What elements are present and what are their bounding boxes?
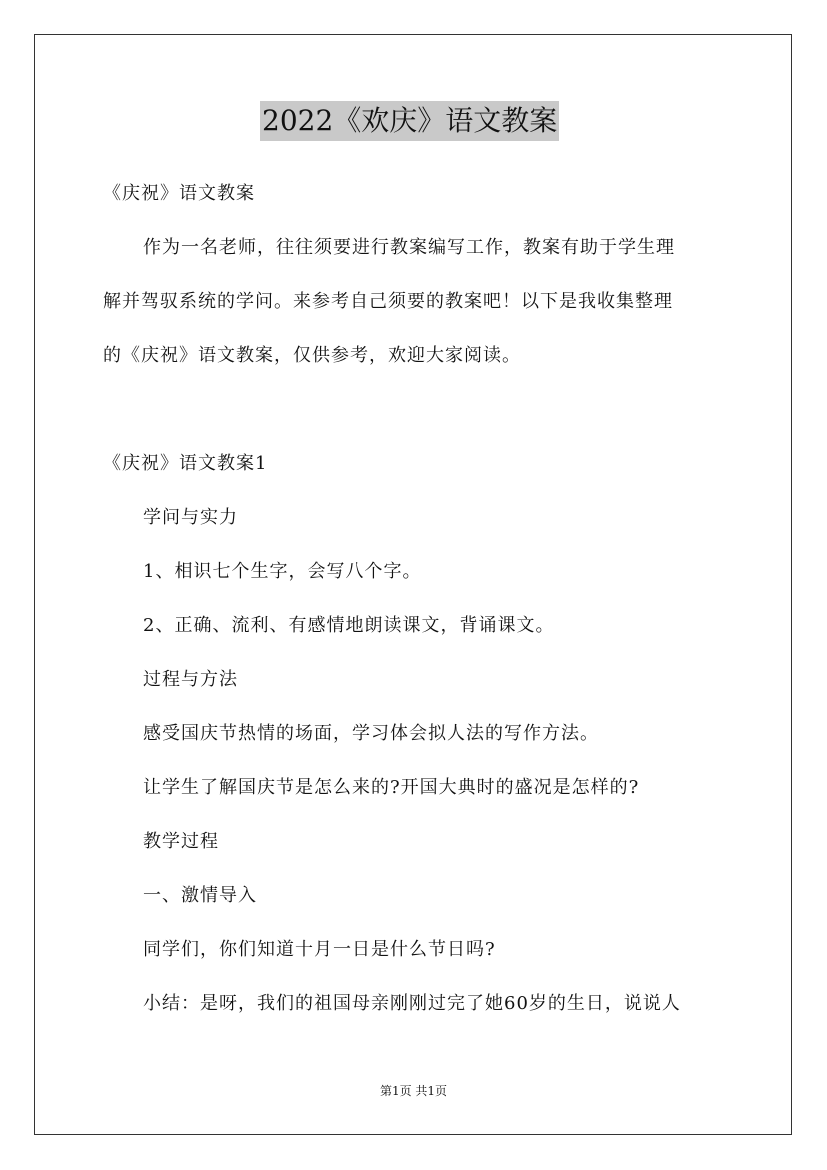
section-heading: 《庆祝》语文教案1 (103, 453, 268, 474)
subheading-knowledge: 学问与实力 (143, 507, 238, 528)
intro-paragraph-line-2: 解并驾驭系统的学问。来参考自己须要的教案吧！以下是我收集整理 (103, 291, 673, 312)
subheading-teaching-process: 教学过程 (143, 831, 219, 852)
process-question: 让学生了解国庆节是怎么来的?开国大典时的盛况是怎样的? (143, 777, 640, 798)
process-text: 感受国庆节热情的场面，学习体会拟人法的写作方法。 (143, 723, 599, 744)
goal-item-1: 1、相识七个生字，会写八个字。 (143, 561, 422, 582)
step-summary: 小结：是呀，我们的祖国母亲刚刚过完了她60岁的生日，说说人 (143, 993, 681, 1014)
intro-paragraph-line-1: 作为一名老师，往往须要进行教案编写工作，教案有助于学生理 (143, 237, 675, 258)
step-question: 同学们，你们知道十月一日是什么节日吗? (143, 939, 496, 960)
goal-item-2: 2、正确、流利、有感情地朗读课文，背诵课文。 (143, 615, 555, 636)
page-footer: 第1页 共1页 (379, 1084, 448, 1098)
subheading-process: 过程与方法 (143, 669, 238, 690)
step-heading-1: 一、激情导入 (143, 885, 257, 906)
intro-paragraph-line-3: 的《庆祝》语文教案，仅供参考，欢迎大家阅读。 (103, 345, 521, 366)
document-title: 2022《欢庆》语文教案 (260, 101, 559, 141)
intro-heading: 《庆祝》语文教案 (103, 183, 255, 204)
